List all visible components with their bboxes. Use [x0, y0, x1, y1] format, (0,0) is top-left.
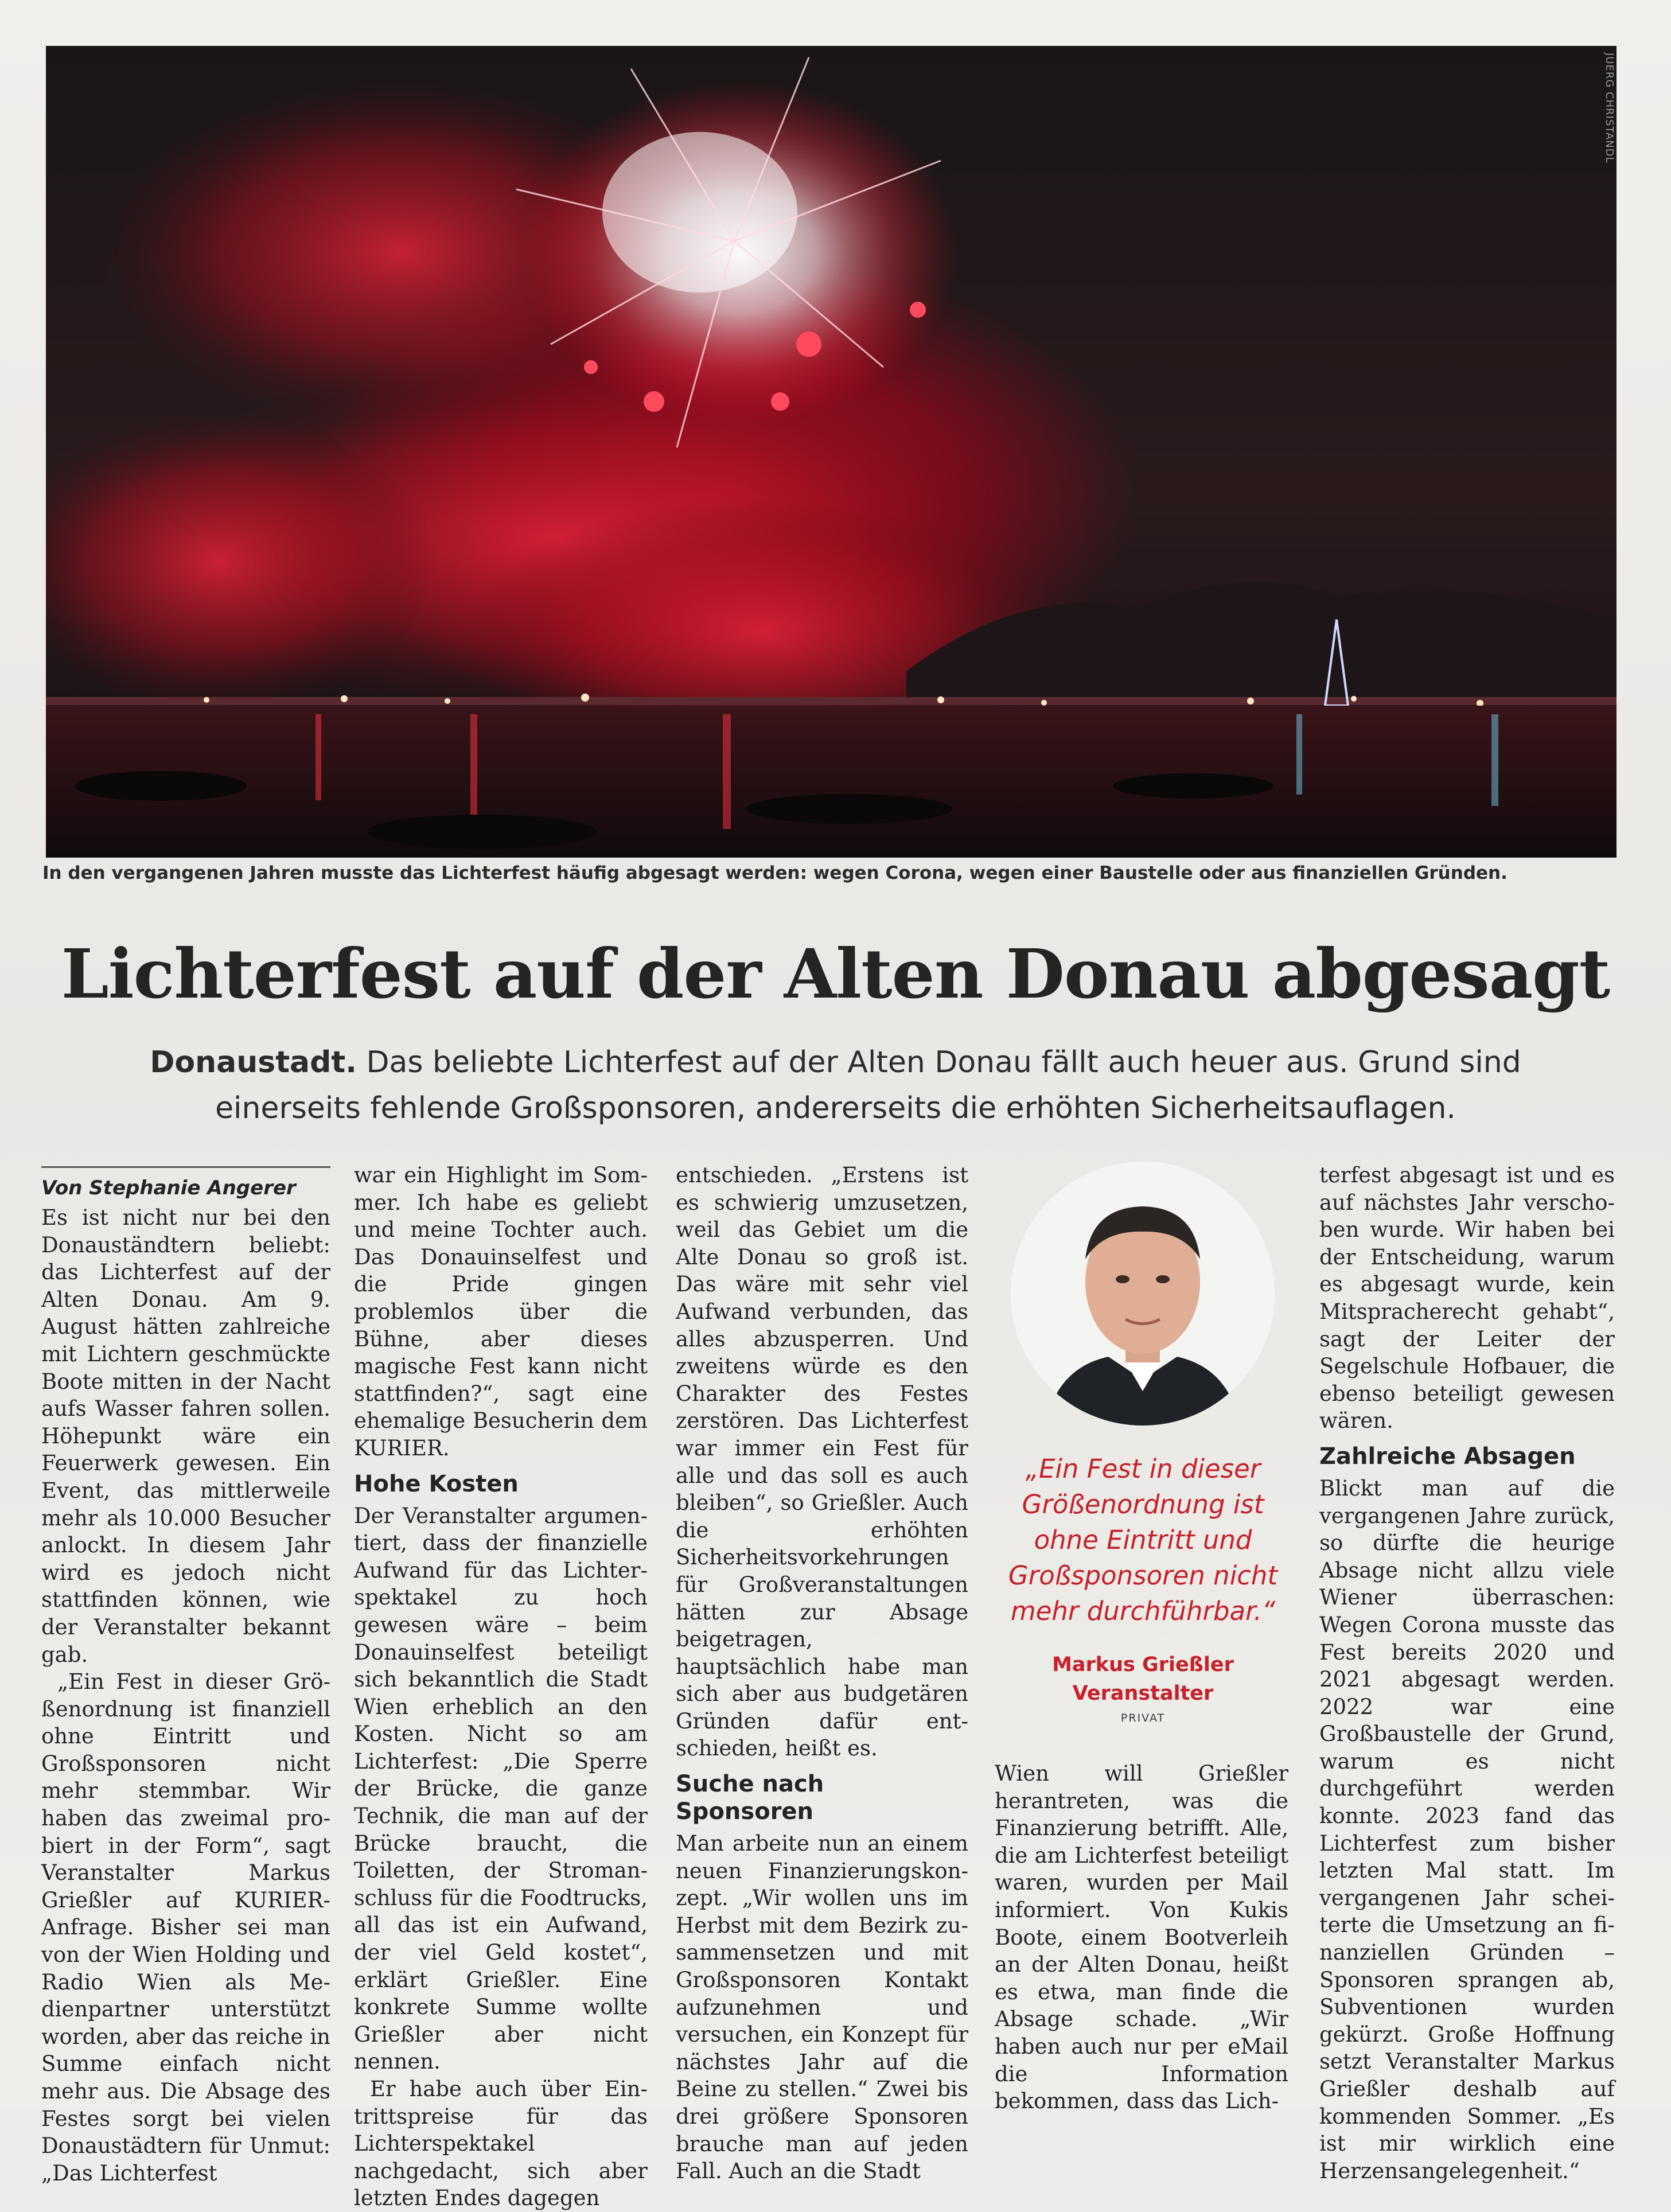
pull-quote: „Ein Fest in dieser Größenordnung ist ohne Eintritt und Großsponsoren nicht mehr durchführbar.“	[1008, 1454, 1278, 1626]
fireworks-photo	[46, 46, 1617, 858]
quote-author	[995, 1650, 1291, 1708]
portrait-credit: PRIVAT	[1120, 1712, 1166, 1724]
article-column-2	[354, 1162, 648, 2212]
paragraph: terfest abgesagt ist und es auf nächstes Jahr verschoben wurde. Wir haben bei der Entscheidung, warum es abgesagt wurde, kein Mitspracherecht gehabt“, sagt der Leiter der Segelschule Hofbauer, die ebenso beteiligt gewesen wären.	[1319, 1163, 1615, 1434]
lead-place: Donaustadt.	[150, 1045, 357, 1080]
paragraph: entschieden. „Erstens ist es schwierig umzusetzen, weil das Gebiet um die Alte Donau so groß ist. Das wäre mit sehr viel Aufwand verbunden, das alles abzusperren. Und zweitens würde es den Charakter des Festes zerstören. Das Lichterfest war immer ein Fest für alle und das soll es auch bleiben“, so Grießler. Auch die erhöhten Sicherheitsvorkehrungen für Großveranstaltungen hätten zur Absage beigetragen, hauptsächlich habe man sich aber aus budgetären Gründen dafür entschieden, heißt es.	[676, 1163, 968, 1761]
lead-text: Das beliebte Lichterfest auf der Alten Donau fällt auch heuer aus. Grund sind einerseits fehlende Großsponsoren, andererseits die erhöhten Sicherheitsauflagen.	[215, 1045, 1521, 1126]
article-headline: Lichterfest auf der Alten Donau abgesagt	[61, 934, 1610, 1014]
paragraph: Wien will Grießler herantreten, was die Finanzierung betrifft. Alle, die am Lichterfest beteiligt waren, wurden per Mail informiert. Von Kukis Boote, einem Bootverleih an der Alten Donau, heißt es etwa, man finde die Absage schade. „Wir haben auch nur per eMail die Information bekommen, dass das Lich-	[995, 1761, 1288, 2114]
subhead-suche-nach-sponsoren: Suche nach Sponsoren	[676, 1771, 824, 1825]
author-portrait	[1011, 1162, 1275, 1426]
paragraph: war ein Highlight im Sommer. Ich habe es geliebt und meine Tochter auch. Das Donauinselfest und die Pride gingen problemlos über die Bühne, aber dieses magische Fest kann nicht stattfinden?“, sagt eine ehemalige Besucherin dem KURIER.	[354, 1163, 648, 1461]
byline: Von Stephanie Angerer	[41, 1177, 296, 1200]
photo-caption: In den vergangenen Jahren musste das Lichterfest häufig abgesagt werden: wegen Corona, wegen einer Baustelle oder aus finanziellen Gründen.	[42, 863, 1508, 883]
paragraph: Blickt man auf die vergangenen Jahre zurück, so dürfte die heurige Absage nicht allzu viele Wiener überraschen: Wegen Corona musste das Fest bereits 2020 und 2021 abgesagt werden. 2022 war eine Großbaustelle der Grund, warum es nicht durchgeführt werden konnte. 2023 fand das Lichterfest zum bisher letzten Mal statt. Im vergangenen Jahr scheiterte die Umsetzung an finanziellen Gründen – Sponsoren sprangen ab, Subventionen wurden gekürzt. Große Hoffnung setzt Veranstalter Markus Grießler deshalb auf kommenden Sommer. „Es ist mir wirklich eine Herzensangelegenheit.“	[1319, 1475, 1615, 2183]
paragraph: „Ein Fest in dieser Größenordnung ist finanziell ohne Eintritt und Großsponsoren nicht mehr stemmbar. Wir haben das zweimal probiert in der Form“, sagt Veranstalter Markus Grießler auf KURIER-Anfrage. Bisher sei man von der Wien Holding und Radio Wien als Medienpartner unterstützt worden, aber das reiche in Summe einfach nicht mehr aus. Die Absage des Festes sorgt bei vielen Donaustädtern für Unmut: „Das Lichterfest	[41, 1669, 330, 2186]
subhead-zahlreiche-absagen: Zahlreiche Absagen	[1319, 1443, 1576, 1470]
paragraph: Der Veranstalter argumentiert, dass der finanzielle Aufwand für das Lichterspektakel zu hoch gewesen wäre – beim Donauinselfest beteiligt sich bekanntlich die Stadt Wien erheblich an den Kosten. Nicht so am Lichterfest: „Die Sperre der Brücke, die ganze Technik, die man auf der Brücke braucht, die Toiletten, der Stromanschluss für die Foodtrucks, all das ist ein Aufwand, der viel Geld kostet“, erklärt Grießler. Eine konkrete Summe wollte Grießler aber nicht nennen.	[354, 1503, 648, 2074]
article-column-1	[41, 1162, 330, 2187]
quote-author-name: Markus Grießler	[1052, 1653, 1234, 1676]
portrait-illustration	[1011, 1162, 1275, 1426]
quote-author-role: Veranstalter	[1072, 1682, 1214, 1705]
article-column-4	[995, 1760, 1288, 2115]
photo-credit: JUERG CHRISTANDL	[1603, 53, 1615, 163]
paragraph: Man arbeite nun an einem neuen Finanzierungskonzept. „Wir wollen uns im Herbst mit dem Bezirk zusammensetzen und mit Großsponsoren Kontakt aufzunehmen und versuchen, ein Konzept für nächstes Jahr auf die Beine zu stellen.“ Zwei bis drei größere Sponsoren brauche man auf jeden Fall. Auch an die Stadt	[676, 1831, 968, 2184]
paragraph: Es ist nicht nur bei den Donauständtern beliebt: das Lichterfest auf der Alten Donau. Am 9. August hätten zahlreiche mit Lichtern geschmückte Boote mitten in der Nacht aufs Wasser fahren sollen. Höhepunkt wäre ein Feuerwerk gewesen. Ein Event, das mittlerweile mehr als 10.000 Besucher anlockt. In diesem Jahr wird es jedoch nicht stattfinden können, wie der Veranstalter bekannt gab.	[41, 1205, 330, 1667]
article-lead	[103, 1039, 1568, 1131]
article-column-5	[1319, 1162, 1615, 2184]
article-column-3	[676, 1162, 968, 2185]
subhead-hohe-kosten: Hohe Kosten	[354, 1470, 519, 1497]
paragraph: Er habe auch über Eintrittspreise für das Lichterspektakel nachgedacht, sich aber letzten Endes dagegen	[354, 2077, 648, 2211]
fireworks-illustration	[46, 46, 1617, 858]
